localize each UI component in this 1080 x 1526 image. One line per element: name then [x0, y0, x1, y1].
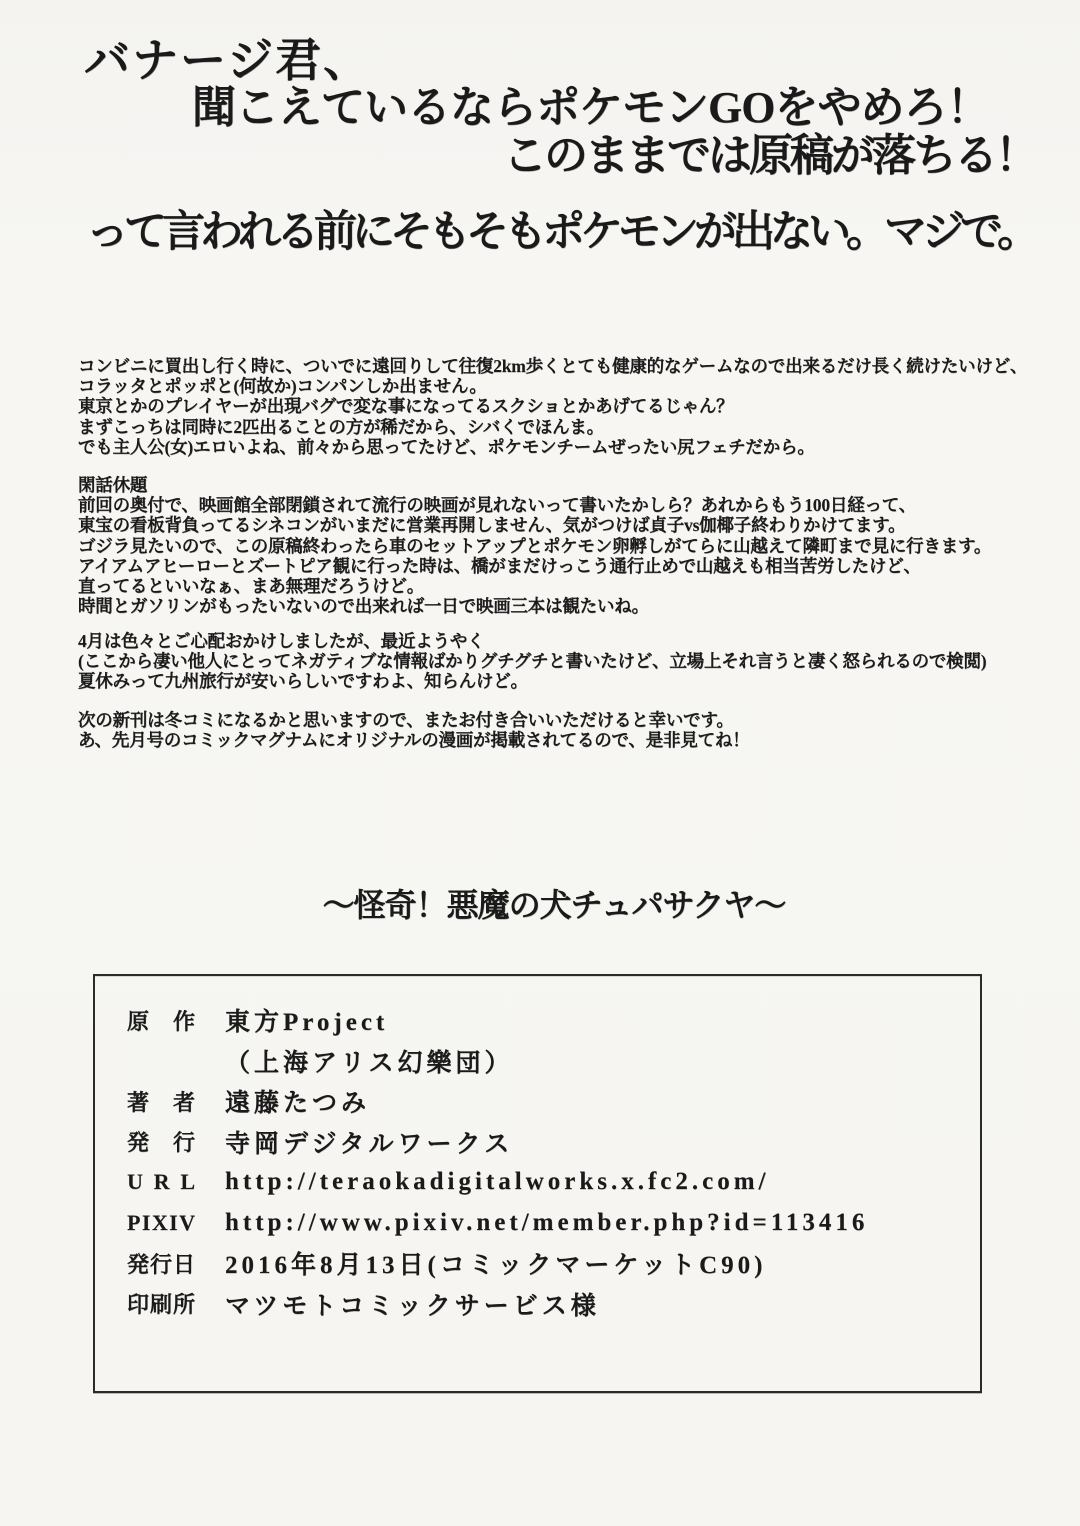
colophon-value-pixiv-url: http://www.pixiv.net/member.php?id=113416 — [225, 1208, 869, 1236]
afterword-paragraph-1 — [78, 356, 1027, 457]
colophon-label: U R L — [127, 1169, 195, 1195]
headline-line-4: って言われる前にそもそもポケモンが出ない。マジで。 — [86, 209, 1036, 256]
body-line: 4月は色々とご心配おかけしましたが、最近ようやく — [78, 631, 485, 651]
colophon-row-original-circle — [127, 1041, 980, 1082]
colophon-row-url — [127, 1162, 980, 1203]
colophon-value: 2016年8月13日(コミックマーケットC90) — [225, 1252, 767, 1280]
body-line: あ、先月号のコミックマグナムにオリジナルの漫画が掲載されてるので、是非見てね！ — [78, 730, 750, 751]
colophon-value: 東方Project — [225, 1009, 389, 1037]
colophon-row-original — [127, 1000, 980, 1041]
afterword-paragraph-4 — [78, 710, 750, 750]
body-line: コンビニに買出し行く時に、ついでに遠回りして往復2km歩くとても健康的なゲームなので出来るだけ長く続けたいけど、 — [78, 356, 1028, 376]
body-line: まずこっちは同時に2匹出ることの方が稀だから、シバくでほんま。 — [78, 416, 604, 437]
colophon-box — [93, 974, 982, 1393]
colophon-value: （上海アリス幻樂団） — [225, 1049, 514, 1077]
body-line: ゴジラ見たいので、この原稿終わったら車のセットアップとポケモン卵孵しがてらに山越えて隣町まで見に行きます。 — [78, 535, 992, 556]
colophon-value: 寺岡デジタルワークス — [225, 1130, 514, 1158]
body-line: でも主人公(女)エロいよね、前々から思ってたけど、ポケモンチームぜったい尻フェチだから。 — [78, 436, 815, 457]
body-line: 夏休みって九州旅行が安いらしいですわよ、知らんけど。 — [78, 671, 528, 692]
colophon-label: 印 刷 所 — [127, 1292, 195, 1318]
colophon-value-url: http://teraokadigitalworks.x.fc2.com/ — [225, 1168, 770, 1196]
afterword-paragraph-2 — [78, 475, 991, 616]
headline-line-1: バナージ君、 — [84, 35, 372, 86]
body-line: 閑話休題 — [78, 475, 148, 495]
body-line: 前回の奥付で、映画館全部閉鎖されて流行の映画が見れないって書いたかしら？あれからもう100日経って、 — [78, 495, 917, 516]
body-line: アイアムアヒーローとズートピア観に行った時は、橋がまだけっこう通行止めで山越えも相当苦労したけど、 — [78, 555, 921, 576]
colophon-label: 発 行 日 — [127, 1251, 195, 1277]
colophon-label: P I X I V — [127, 1209, 195, 1235]
colophon-label: 原 作 — [127, 1008, 195, 1034]
headline-line-3: このままでは原稿が落ちる！ — [503, 131, 1036, 180]
headline-line-2: 聞こえているならポケモンGOをやめろ！ — [192, 83, 990, 132]
afterword-paragraph-3 — [78, 631, 986, 692]
colophon-label: 発 行 — [127, 1130, 195, 1156]
colophon-value: 遠藤たつみ — [225, 1090, 371, 1118]
body-line: コラッタとポッポと(何故か)コンパンしか出ません。 — [78, 376, 487, 397]
colophon-row-author — [127, 1081, 980, 1122]
body-line: (ここから凄い他人にとってネガティブな情報ばかりグチグチと書いたけど、立場上それ言うと凄く怒られるので検閲) — [78, 651, 987, 672]
body-line: 次の新刊は冬コミになるかと思いますので、またお付き合いいただけると幸いです。 — [78, 710, 734, 730]
body-line: 東宝の看板背負ってるシネコンがいまだに営業再開しません、気がつけば貞子vs伽椰子終わりかけてます。 — [78, 515, 906, 536]
body-line: 東京とかのプレイヤーが出現バグで変な事になってるスクショとかあげてるじゃん？ — [78, 396, 734, 417]
colophon-row-publish-date — [127, 1243, 980, 1284]
colophon-row-publisher — [127, 1122, 980, 1163]
colophon-row-printer — [127, 1284, 980, 1325]
body-line: 時間とガソリンがもったいないので出来れば一日で映画三本は観たいね。 — [78, 596, 649, 617]
colophon-row-pixiv — [127, 1203, 980, 1244]
colophon-value: マツモトコミックサービス様 — [225, 1292, 600, 1320]
section-title: ～怪奇！悪魔の犬チュパサクヤ～ — [322, 887, 786, 923]
colophon-label: 著 者 — [127, 1089, 195, 1115]
body-line: 直ってるといいなぁ、まあ無理だろうけど。 — [78, 576, 424, 597]
